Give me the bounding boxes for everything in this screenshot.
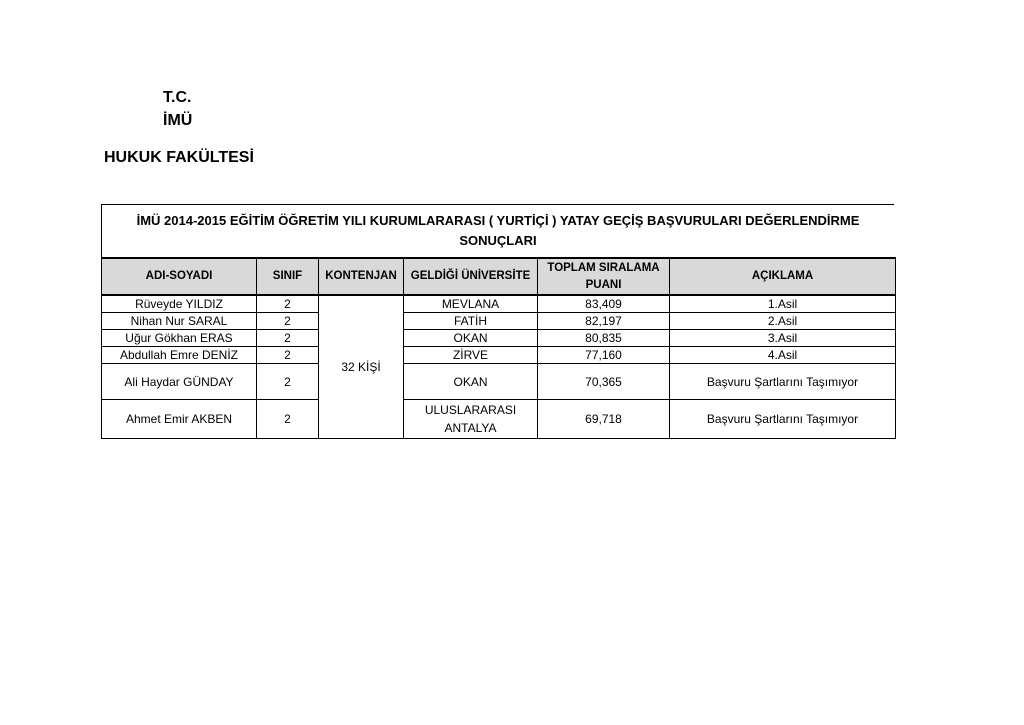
col-header-score-line1: TOPLAM SIRALAMA xyxy=(547,261,660,274)
table-header-row xyxy=(102,258,896,295)
table-row xyxy=(102,313,896,330)
cell-class: 2 xyxy=(257,400,319,439)
table-title-line1: İMÜ 2014-2015 EĞİTİM ÖĞRETİM YILI KURUMLARARASI ( YURTİÇİ ) YATAY GEÇİŞ BAŞVURULARI DEĞERLENDİRME xyxy=(136,213,860,228)
cell-class: 2 xyxy=(257,295,319,313)
cell-score: 77,160 xyxy=(538,347,670,364)
header-tc: T.C. xyxy=(163,89,192,106)
cell-class: 2 xyxy=(257,347,319,364)
col-header-quota: KONTENJAN xyxy=(319,258,404,295)
cell-note: 3.Asil xyxy=(670,330,896,347)
cell-name: Nihan Nur SARAL xyxy=(102,313,257,330)
cell-class: 2 xyxy=(257,364,319,400)
col-header-score xyxy=(538,258,670,295)
table-title-line2: SONUÇLARI xyxy=(459,233,537,248)
cell-university-line1: ULUSLARARASI xyxy=(424,403,517,417)
cell-score: 83,409 xyxy=(538,295,670,313)
cell-note: Başvuru Şartlarını Taşımıyor xyxy=(670,364,896,400)
cell-note: 2.Asil xyxy=(670,313,896,330)
cell-name: Abdullah Emre DENİZ xyxy=(102,347,257,364)
col-header-university: GELDİĞİ ÜNİVERSİTE xyxy=(404,258,538,295)
cell-university: MEVLANA xyxy=(404,295,538,313)
table-row xyxy=(102,400,896,439)
col-header-score-line2: PUANI xyxy=(585,278,622,291)
cell-university: OKAN xyxy=(404,364,538,400)
cell-university: OKAN xyxy=(404,330,538,347)
cell-score: 69,718 xyxy=(538,400,670,439)
col-header-class: SINIF xyxy=(257,258,319,295)
cell-name: Rüveyde YILDIZ xyxy=(102,295,257,313)
col-header-note: AÇIKLAMA xyxy=(670,258,896,295)
cell-note: Başvuru Şartlarını Taşımıyor xyxy=(670,400,896,439)
cell-note: 4.Asil xyxy=(670,347,896,364)
cell-university-line2: ANTALYA xyxy=(444,421,497,435)
cell-score: 80,835 xyxy=(538,330,670,347)
header-university: İMÜ xyxy=(163,112,193,129)
cell-name: Uğur Gökhan ERAS xyxy=(102,330,257,347)
table-title xyxy=(101,204,894,257)
cell-note: 1.Asil xyxy=(670,295,896,313)
table-row xyxy=(102,330,896,347)
results-sheet xyxy=(101,204,894,439)
cell-score: 70,365 xyxy=(538,364,670,400)
cell-university: FATİH xyxy=(404,313,538,330)
cell-score: 82,197 xyxy=(538,313,670,330)
results-table xyxy=(101,257,896,439)
table-row xyxy=(102,295,896,313)
cell-class: 2 xyxy=(257,313,319,330)
cell-university: ZİRVE xyxy=(404,347,538,364)
cell-quota: 32 KİŞİ xyxy=(319,295,404,439)
col-header-name: ADI-SOYADI xyxy=(102,258,257,295)
cell-university xyxy=(404,400,538,439)
table-row xyxy=(102,364,896,400)
cell-name: Ali Haydar GÜNDAY xyxy=(102,364,257,400)
table-row xyxy=(102,347,896,364)
cell-class: 2 xyxy=(257,330,319,347)
header-faculty: HUKUK FAKÜLTESİ xyxy=(104,149,254,166)
cell-name: Ahmet Emir AKBEN xyxy=(102,400,257,439)
